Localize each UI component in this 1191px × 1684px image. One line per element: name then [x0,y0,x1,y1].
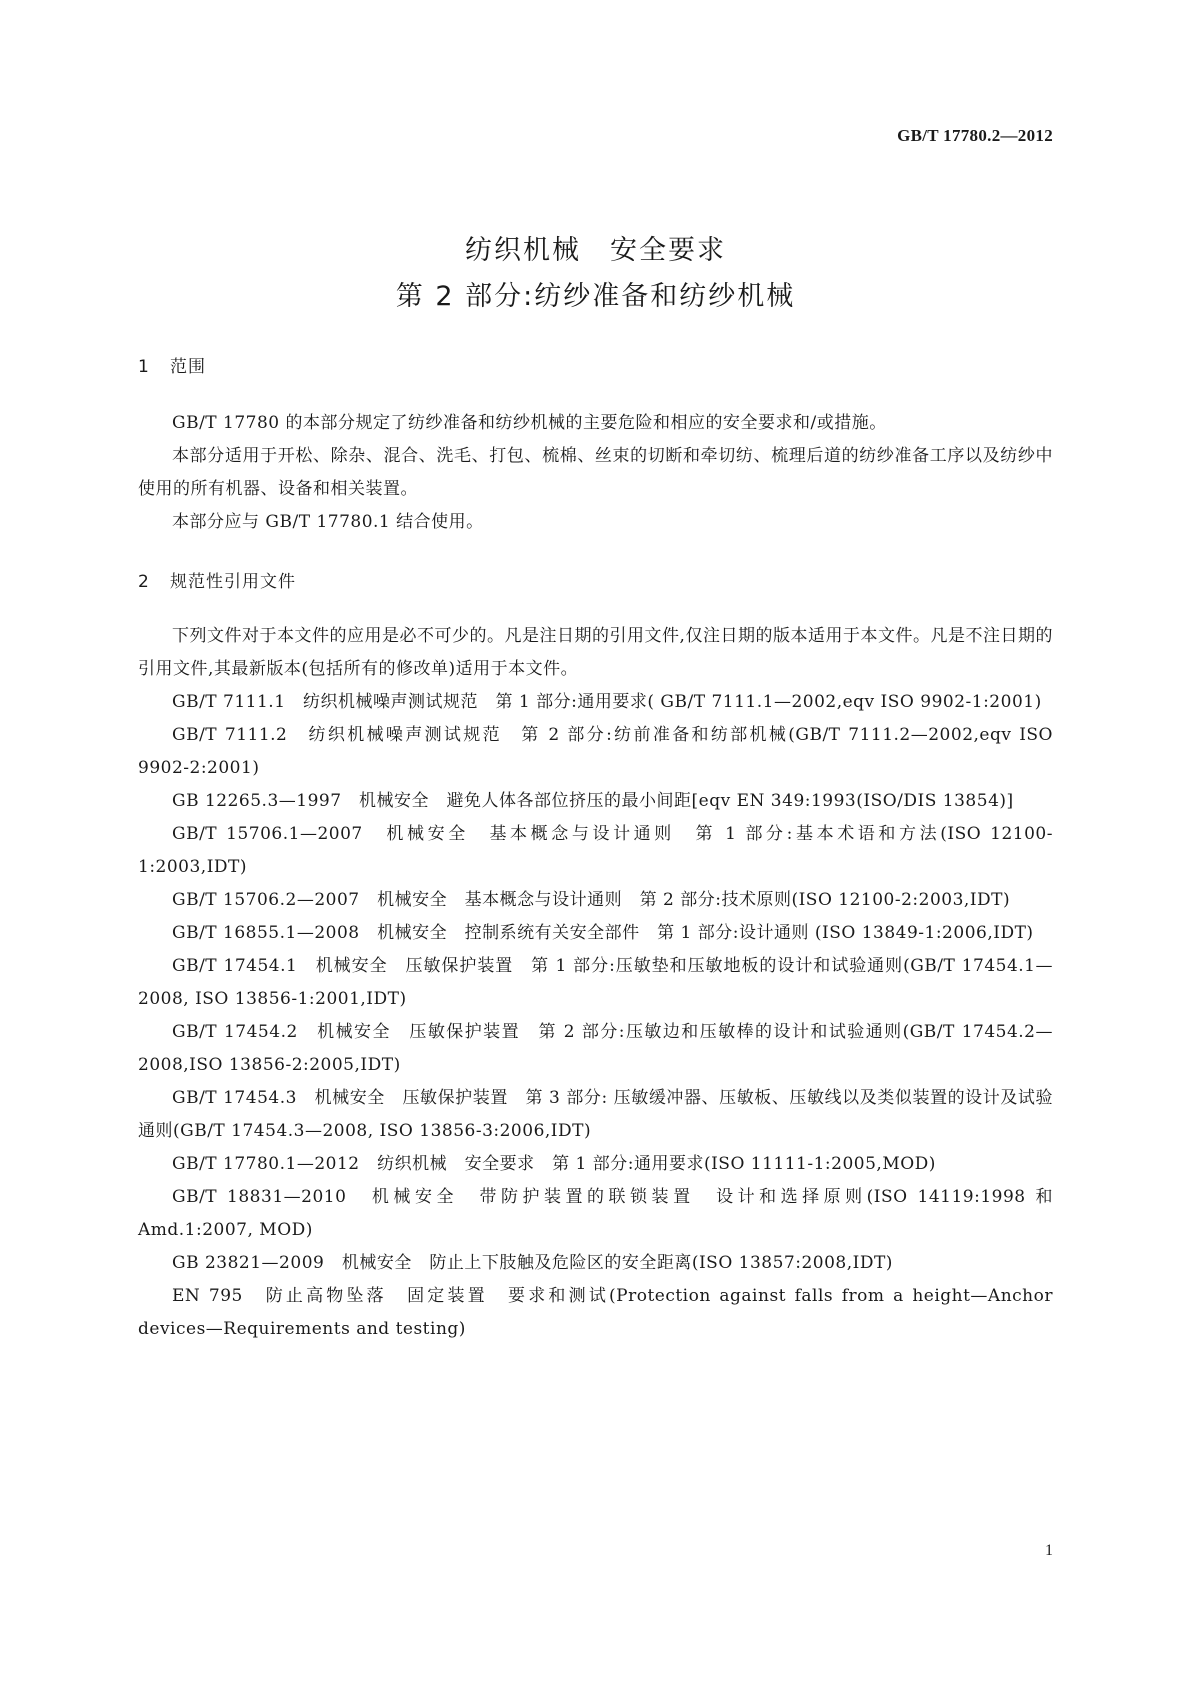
title-line-2: 第 2 部分:纺纱准备和纺纱机械 [395,281,796,312]
section-1-number: 1 [138,357,150,377]
reference-item: EN 795 防止高物坠落 固定装置 要求和测试(Protection against falls from a height—Anchor devices—Requirements and testing) [138,1286,1053,1339]
reference-item: GB/T 17780.1—2012 纺织机械 安全要求 第 1 部分:通用要求(ISO 11111-1:2005,MOD) [172,1154,936,1174]
reference-item: GB/T 17454.3 机械安全 压敏保护装置 第 3 部分: 压敏缓冲器、压敏板、压敏线以及类似装置的设计及试验通则(GB/T 17454.3—2008, ISO 13856-3:2006,IDT) [138,1088,1053,1141]
reference-item: GB/T 15706.2—2007 机械安全 基本概念与设计通则 第 2 部分:技术原则(ISO 12100-2:2003,IDT) [172,890,1011,910]
standard-code: GB/T 17780.2—2012 [897,126,1053,145]
paragraph: GB/T 17780 的本部分规定了纺纱准备和纺纱机械的主要危险和相应的安全要求和/或措施。 [172,413,887,433]
section-2-title: 规范性引用文件 [170,572,296,592]
section-1-heading [138,352,206,377]
reference-item: GB/T 17454.2 机械安全 压敏保护装置 第 2 部分:压敏边和压敏棒的设计和试验通则(GB/T 17454.2—2008,ISO 13856-2:2005,IDT) [138,1022,1053,1075]
section-2-number: 2 [138,572,150,592]
section-2-body [138,620,1053,1346]
section-1-title: 范围 [170,357,206,377]
reference-item: GB 12265.3—1997 机械安全 避免人体各部位挤压的最小间距[eqv EN 349:1993(ISO/DIS 13854)] [172,791,1014,811]
reference-item: GB/T 16855.1—2008 机械安全 控制系统有关安全部件 第 1 部分:设计通则 (ISO 13849-1:2006,IDT) [172,923,1034,943]
reference-item: GB 23821—2009 机械安全 防止上下肢触及危险区的安全距离(ISO 13857:2008,IDT) [172,1253,893,1273]
reference-item: GB/T 18831—2010 机械安全 带防护装置的联锁装置 设计和选择原则(ISO 14119:1998 和 Amd.1:2007, MOD) [138,1187,1053,1240]
paragraph: 下列文件对于本文件的应用是必不可少的。凡是注日期的引用文件,仅注日期的版本适用于本文件。凡是不注日期的引用文件,其最新版本(包括所有的修改单)适用于本文件。 [138,626,1053,679]
reference-item: GB/T 15706.1—2007 机械安全 基本概念与设计通则 第 1 部分:基本术语和方法(ISO 12100-1:2003,IDT) [138,824,1053,877]
section-1-body [138,407,1053,539]
reference-item: GB/T 7111.1 纺织机械噪声测试规范 第 1 部分:通用要求( GB/T 7111.1—2002,eqv ISO 9902-1:2001) [172,692,1042,712]
section-2-heading [138,567,296,592]
reference-item: GB/T 7111.2 纺织机械噪声测试规范 第 2 部分:纺前准备和纺部机械(GB/T 7111.2—2002,eqv ISO 9902-2:2001) [138,725,1053,778]
title-line-1: 纺织机械 安全要求 [465,235,726,266]
paragraph: 本部分应与 GB/T 17780.1 结合使用。 [172,512,484,532]
page-number: 1 [1045,1542,1053,1559]
paragraph: 本部分适用于开松、除杂、混合、洗毛、打包、梳棉、丝束的切断和牵切纺、梳理后道的纺纱准备工序以及纺纱中使用的所有机器、设备和相关装置。 [138,446,1053,499]
document-title [0,228,1191,320]
reference-item: GB/T 17454.1 机械安全 压敏保护装置 第 1 部分:压敏垫和压敏地板的设计和试验通则(GB/T 17454.1—2008, ISO 13856-1:2001,IDT) [138,956,1053,1009]
